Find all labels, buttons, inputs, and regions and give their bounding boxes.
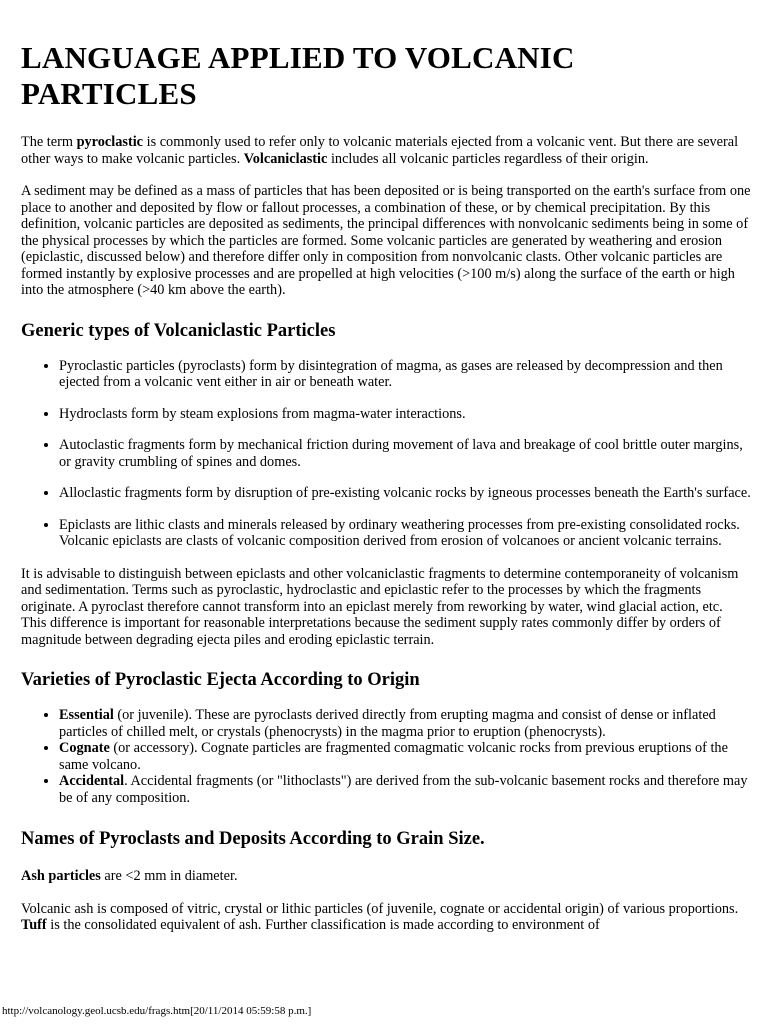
- ash-paragraph: Volcanic ash is composed of vitric, crystal or lithic particles (of juvenile, cognate or accidental origin) of various proportions. Tuff is the consolidated equivalent of ash. Further classification is made according to environment of: [21, 900, 739, 933]
- sediment-paragraph: A sediment may be defined as a mass of particles that has been deposited or is being transported on the earth's surface from one place to another and deposited by flow or fallout processes, a combination of these, or by chemical precipitation. By this definition, volcanic particles are deposited as sediments, the principal differences with nonvolcanic sediments being in some of the physical processes by which the particles are formed. Some volcanic particles are generated by weathering and erosion (epiclastic, discussed below) and therefore differ only in composition from nonvolcanic clasts. Other volcanic particles are formed instantly by explosive processes and are propelled at high velocities (>100 m/s) along the surface of the earth or high into the atmosphere (>40 km above the earth).: [21, 183, 751, 298]
- advisable-paragraph: It is advisable to distinguish between epiclasts and other volcaniclastic fragments to determine contemporaneity of volcanism and sedimentation. Terms such as pyroclastic, hydroclastic and epiclastic refer to the processes by which the fragments originate. A pyroclast therefore cannot transform into an epiclast merely from reworking by water, wind glacial action, etc. This difference is important for reasonable interpretations because the sediment supply rates commonly differ by orders of magnitude between degrading ejecta piles and eroding epiclastic terrain.: [21, 565, 739, 648]
- document-page: [21, 0, 751, 934]
- term-essential: Essential: [59, 707, 114, 723]
- list-item: • Accidental. Accidental fragments (or "lithoclasts") are derived from the sub-volcanic basement rocks and therefore may be of any composition.: [59, 773, 751, 806]
- term-tuff: Tuff: [21, 917, 47, 933]
- source-url-footer: http://volcanology.geol.ucsb.edu/frags.htm[20/11/2014 05:59:58 p.m.]: [2, 1005, 312, 1017]
- list-item: • Pyroclastic particles (pyroclasts) form by disintegration of magma, as gases are released by decompression and then ejected from a volcanic vent either in air or beneath water.: [59, 358, 751, 391]
- term-ash-particles: Ash particles: [21, 868, 101, 884]
- intro-paragraph: The term pyroclastic is commonly used to refer only to volcanic materials ejected from a volcanic vent. But there are several other ways to make volcanic particles. Volcaniclastic includes all volcanic particles regardless of their origin.: [21, 134, 739, 167]
- list-item: • Epiclasts are lithic clasts and minerals released by ordinary weathering processes from pre-existing consolidated rocks. Volcanic epiclasts are clasts of volcanic composition derived from erosion of volcanoes or ancient volcanic terrains.: [59, 517, 751, 550]
- list-item: • Autoclastic fragments form by mechanical friction during movement of lava and breakage of cool brittle outer margins, or gravity crumbling of spines and domes.: [59, 437, 751, 470]
- varieties-list: [21, 707, 751, 806]
- list-item: • Cognate (or accessory). Cognate particles are fragmented comagmatic volcanic rocks from previous eruptions of the same volcano.: [59, 740, 751, 773]
- list-item: • Hydroclasts form by steam explosions from magma-water interactions.: [59, 406, 751, 423]
- term-volcaniclastic: Volcaniclastic: [243, 150, 328, 167]
- list-item: • Alloclastic fragments form by disruption of pre-existing volcanic rocks by igneous processes beneath the Earth's surface.: [59, 485, 751, 502]
- list-item: • Essential (or juvenile). These are pyroclasts derived directly from erupting magma and consist of dense or inflated particles of chilled melt, or crystals (phenocrysts) in the magma prior to eruption (phenocrysts).: [59, 707, 751, 740]
- term-pyroclastic: pyroclastic: [76, 134, 144, 150]
- generic-types-list: [21, 358, 751, 550]
- varieties-heading: Varieties of Pyroclastic Ejecta According to Origin: [21, 670, 420, 690]
- grain-size-heading: Names of Pyroclasts and Deposits According to Grain Size.: [21, 829, 485, 849]
- page-title: LANGUAGE APPLIED TO VOLCANIC PARTICLES: [21, 40, 575, 111]
- term-cognate: Cognate: [59, 740, 110, 756]
- ash-definition: Ash particles are <2 mm in diameter.: [21, 868, 238, 884]
- generic-types-heading: Generic types of Volcaniclastic Particles: [21, 320, 336, 341]
- term-accidental: Accidental: [59, 773, 125, 789]
